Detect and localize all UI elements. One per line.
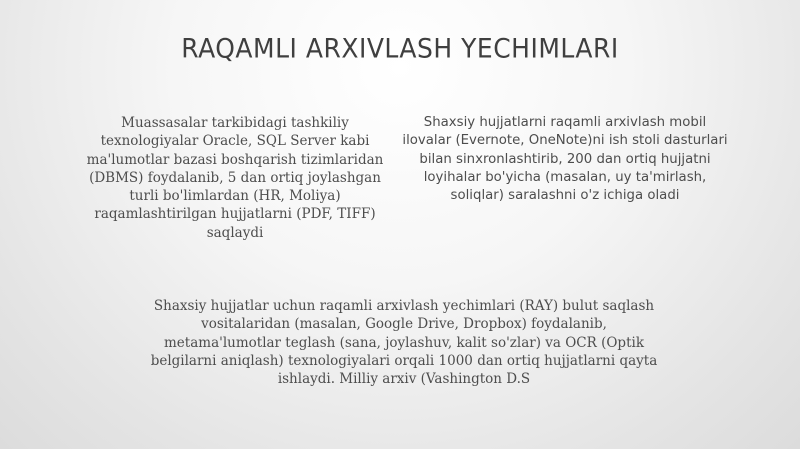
left-text-block: Muassasalar tarkibidagi tashkiliy texnologiyalar Oracle, SQL Server kabi ma'lumotlar bazasi boshqarish tizimlaridan (DBMS) foydalanib, 5 dan ortiq joylashgan turli bo'limlardan (HR, Moliya) raqamlashtirilgan hujjatlarni (PDF, TIFF) saqlaydi [86, 115, 384, 241]
right-text-block: Shaxsiy hujjatlarni raqamli arxivlash mobil ilovalar (Evernote, OneNote)ni ish stoli dasturlari bilan sinxronlashtirib, 200 dan ortiq hujjatni loyihalar bo'yicha (masalan, uy ta'mirlash, soliqlar) saralashni o'z ichiga oladi [402, 115, 728, 204]
slide-title: RAQAMLI ARXIVLASH YECHIMLARI [181, 32, 619, 65]
bottom-text-block: Shaxsiy hujjatlar uchun raqamli arxivlash yechimlari (RAY) bulut saqlash vositalaridan (masalan, Google Drive, Dropbox) foydalanib, metama'lumotlar teglash (sana, joylashuv, kalit so'zlar) va OCR (Optik belgilarni aniqlash) texnologiyalari orqali 1000 dan ortiq hujjatlarni qayta ishlaydi. Milliy arxiv (Vashington D.S [150, 298, 658, 388]
